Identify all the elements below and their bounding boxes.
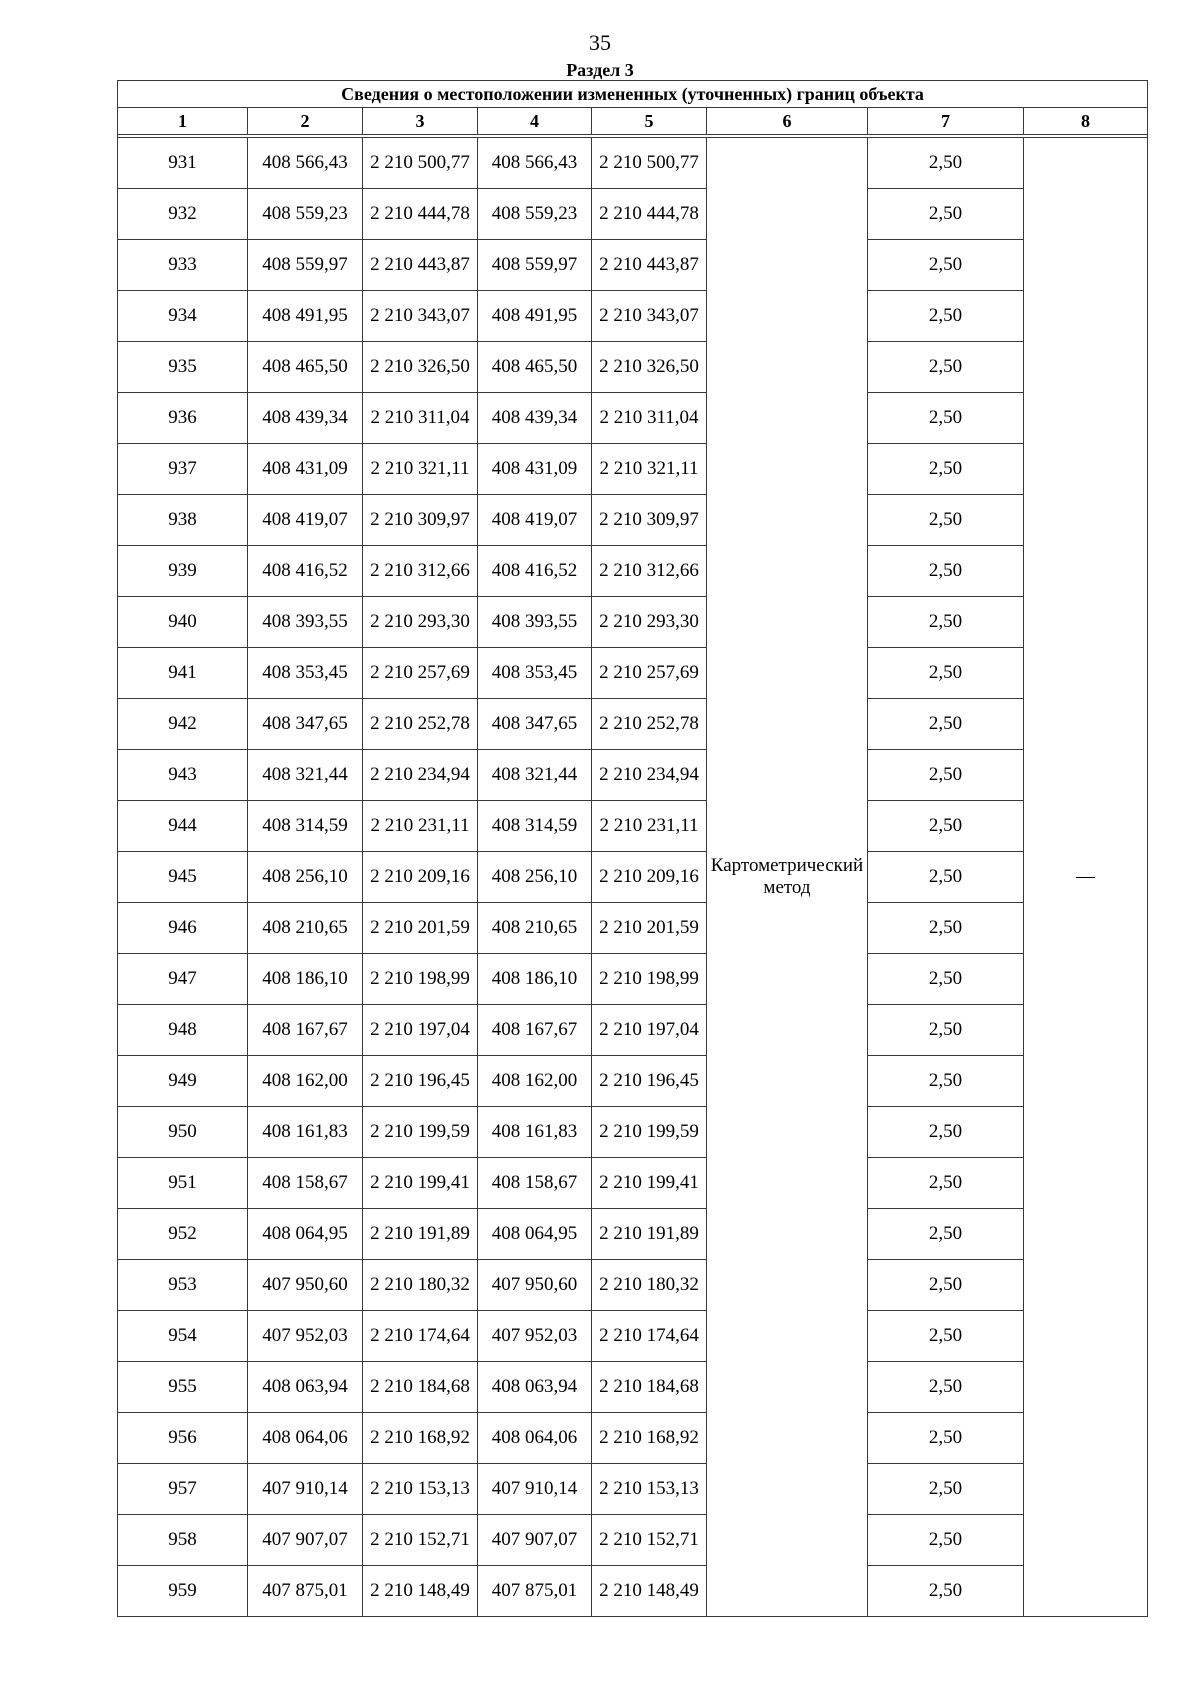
table-row <box>118 1107 1148 1158</box>
x-coordinate-cell: 408 566,43 <box>248 138 363 189</box>
accuracy-cell: 2,50 <box>868 342 1024 393</box>
accuracy-cell: 2,50 <box>868 1464 1024 1515</box>
y-coordinate-cell: 2 210 174,64 <box>363 1311 478 1362</box>
x-coordinate-cell: 408 393,55 <box>248 597 363 648</box>
table-row <box>118 954 1148 1005</box>
accuracy-cell: 2,50 <box>868 1566 1024 1617</box>
point-number-cell: 942 <box>118 699 248 750</box>
y-coordinate-cell: 2 210 443,87 <box>592 240 707 291</box>
y-coordinate-cell: 2 210 444,78 <box>363 189 478 240</box>
x-coordinate-cell: 408 186,10 <box>478 954 592 1005</box>
x-coordinate-cell: 408 321,44 <box>478 750 592 801</box>
y-coordinate-cell: 2 210 321,11 <box>592 444 707 495</box>
y-coordinate-cell: 2 210 311,04 <box>592 393 707 444</box>
accuracy-cell: 2,50 <box>868 1515 1024 1566</box>
y-coordinate-cell: 2 210 199,41 <box>363 1158 478 1209</box>
y-coordinate-cell: 2 210 148,49 <box>363 1566 478 1617</box>
x-coordinate-cell: 408 314,59 <box>478 801 592 852</box>
accuracy-cell: 2,50 <box>868 1209 1024 1260</box>
y-coordinate-cell: 2 210 152,71 <box>592 1515 707 1566</box>
x-coordinate-cell: 408 419,07 <box>248 495 363 546</box>
x-coordinate-cell: 408 161,83 <box>478 1107 592 1158</box>
x-coordinate-cell: 408 158,67 <box>248 1158 363 1209</box>
table-row <box>118 1566 1148 1617</box>
x-coordinate-cell: 407 950,60 <box>248 1260 363 1311</box>
accuracy-cell: 2,50 <box>868 1311 1024 1362</box>
x-coordinate-cell: 408 439,34 <box>248 393 363 444</box>
x-coordinate-cell: 408 347,65 <box>478 699 592 750</box>
table-row <box>118 1005 1148 1056</box>
y-coordinate-cell: 2 210 197,04 <box>363 1005 478 1056</box>
x-coordinate-cell: 408 210,65 <box>248 903 363 954</box>
column-header: 3 <box>363 108 478 135</box>
y-coordinate-cell: 2 210 199,59 <box>592 1107 707 1158</box>
table-row <box>118 189 1148 240</box>
table-row <box>118 1260 1148 1311</box>
y-coordinate-cell: 2 210 184,68 <box>363 1362 478 1413</box>
accuracy-cell: 2,50 <box>868 240 1024 291</box>
accuracy-cell: 2,50 <box>868 189 1024 240</box>
point-number-cell: 936 <box>118 393 248 444</box>
accuracy-cell: 2,50 <box>868 1362 1024 1413</box>
y-coordinate-cell: 2 210 153,13 <box>363 1464 478 1515</box>
y-coordinate-cell: 2 210 191,89 <box>592 1209 707 1260</box>
table-row <box>118 1311 1148 1362</box>
page-number: 35 <box>589 30 611 55</box>
y-coordinate-cell: 2 210 343,07 <box>592 291 707 342</box>
x-coordinate-cell: 408 158,67 <box>478 1158 592 1209</box>
y-coordinate-cell: 2 210 174,64 <box>592 1311 707 1362</box>
point-number-cell: 933 <box>118 240 248 291</box>
column-header: 5 <box>592 108 707 135</box>
x-coordinate-cell: 408 559,23 <box>248 189 363 240</box>
y-coordinate-cell: 2 210 209,16 <box>592 852 707 903</box>
y-coordinate-cell: 2 210 234,94 <box>363 750 478 801</box>
accuracy-cell: 2,50 <box>868 1158 1024 1209</box>
x-coordinate-cell: 408 256,10 <box>248 852 363 903</box>
column-header: 1 <box>118 108 248 135</box>
point-number-cell: 958 <box>118 1515 248 1566</box>
point-number-cell: 956 <box>118 1413 248 1464</box>
accuracy-cell: 2,50 <box>868 1056 1024 1107</box>
y-coordinate-cell: 2 210 198,99 <box>592 954 707 1005</box>
point-number-cell: 938 <box>118 495 248 546</box>
y-coordinate-cell: 2 210 168,92 <box>592 1413 707 1464</box>
section-title: Раздел 3 <box>566 60 634 80</box>
table-row <box>118 546 1148 597</box>
x-coordinate-cell: 408 393,55 <box>478 597 592 648</box>
x-coordinate-cell: 408 353,45 <box>478 648 592 699</box>
y-coordinate-cell: 2 210 197,04 <box>592 1005 707 1056</box>
x-coordinate-cell: 408 491,95 <box>478 291 592 342</box>
y-coordinate-cell: 2 210 153,13 <box>592 1464 707 1515</box>
point-number-cell: 931 <box>118 138 248 189</box>
y-coordinate-cell: 2 210 309,97 <box>363 495 478 546</box>
point-number-cell: 949 <box>118 1056 248 1107</box>
x-coordinate-cell: 408 559,97 <box>248 240 363 291</box>
table-row <box>118 291 1148 342</box>
y-coordinate-cell: 2 210 321,11 <box>363 444 478 495</box>
y-coordinate-cell: 2 210 198,99 <box>363 954 478 1005</box>
y-coordinate-cell: 2 210 184,68 <box>592 1362 707 1413</box>
point-number-cell: 937 <box>118 444 248 495</box>
point-number-cell: 959 <box>118 1566 248 1617</box>
table-row <box>118 138 1148 189</box>
x-coordinate-cell: 408 321,44 <box>248 750 363 801</box>
table-row <box>118 1413 1148 1464</box>
y-coordinate-cell: 2 210 309,97 <box>592 495 707 546</box>
table-caption: Сведения о местоположении измененных (уточненных) границ объекта <box>118 81 1148 108</box>
point-number-cell: 945 <box>118 852 248 903</box>
accuracy-cell: 2,50 <box>868 546 1024 597</box>
y-coordinate-cell: 2 210 312,66 <box>363 546 478 597</box>
column-header: 8 <box>1024 108 1148 135</box>
table-row <box>118 240 1148 291</box>
point-number-cell: 946 <box>118 903 248 954</box>
y-coordinate-cell: 2 210 252,78 <box>363 699 478 750</box>
x-coordinate-cell: 408 064,95 <box>478 1209 592 1260</box>
x-coordinate-cell: 408 419,07 <box>478 495 592 546</box>
table-row <box>118 597 1148 648</box>
x-coordinate-cell: 408 314,59 <box>248 801 363 852</box>
y-coordinate-cell: 2 210 257,69 <box>592 648 707 699</box>
y-coordinate-cell: 2 210 252,78 <box>592 699 707 750</box>
column-header: 6 <box>707 108 868 135</box>
table-row <box>118 342 1148 393</box>
x-coordinate-cell: 407 907,07 <box>248 1515 363 1566</box>
point-number-cell: 948 <box>118 1005 248 1056</box>
x-coordinate-cell: 408 256,10 <box>478 852 592 903</box>
point-number-cell: 950 <box>118 1107 248 1158</box>
point-number-cell: 939 <box>118 546 248 597</box>
accuracy-cell: 2,50 <box>868 1413 1024 1464</box>
accuracy-cell: 2,50 <box>868 597 1024 648</box>
y-coordinate-cell: 2 210 148,49 <box>592 1566 707 1617</box>
y-coordinate-cell: 2 210 196,45 <box>592 1056 707 1107</box>
x-coordinate-cell: 408 566,43 <box>478 138 592 189</box>
x-coordinate-cell: 408 559,97 <box>478 240 592 291</box>
x-coordinate-cell: 408 465,50 <box>248 342 363 393</box>
y-coordinate-cell: 2 210 231,11 <box>363 801 478 852</box>
x-coordinate-cell: 408 063,94 <box>248 1362 363 1413</box>
x-coordinate-cell: 408 161,83 <box>248 1107 363 1158</box>
y-coordinate-cell: 2 210 326,50 <box>592 342 707 393</box>
y-coordinate-cell: 2 210 343,07 <box>363 291 478 342</box>
accuracy-cell: 2,50 <box>868 699 1024 750</box>
x-coordinate-cell: 408 353,45 <box>248 648 363 699</box>
table-row <box>118 1362 1148 1413</box>
x-coordinate-cell: 407 952,03 <box>478 1311 592 1362</box>
x-coordinate-cell: 408 167,67 <box>248 1005 363 1056</box>
y-coordinate-cell: 2 210 443,87 <box>363 240 478 291</box>
table-row <box>118 852 1148 903</box>
y-coordinate-cell: 2 210 168,92 <box>363 1413 478 1464</box>
column-header: 4 <box>478 108 592 135</box>
y-coordinate-cell: 2 210 231,11 <box>592 801 707 852</box>
accuracy-cell: 2,50 <box>868 291 1024 342</box>
point-number-cell: 932 <box>118 189 248 240</box>
x-coordinate-cell: 407 910,14 <box>248 1464 363 1515</box>
x-coordinate-cell: 408 210,65 <box>478 903 592 954</box>
y-coordinate-cell: 2 210 201,59 <box>363 903 478 954</box>
x-coordinate-cell: 408 186,10 <box>248 954 363 1005</box>
x-coordinate-cell: 407 907,07 <box>478 1515 592 1566</box>
table-row <box>118 1515 1148 1566</box>
y-coordinate-cell: 2 210 199,59 <box>363 1107 478 1158</box>
accuracy-cell: 2,50 <box>868 1107 1024 1158</box>
y-coordinate-cell: 2 210 180,32 <box>363 1260 478 1311</box>
point-number-cell: 955 <box>118 1362 248 1413</box>
accuracy-cell: 2,50 <box>868 801 1024 852</box>
y-coordinate-cell: 2 210 257,69 <box>363 648 478 699</box>
x-coordinate-cell: 408 431,09 <box>478 444 592 495</box>
point-number-cell: 940 <box>118 597 248 648</box>
note-cell: — <box>1024 138 1148 1617</box>
accuracy-cell: 2,50 <box>868 1005 1024 1056</box>
y-coordinate-cell: 2 210 500,77 <box>363 138 478 189</box>
y-coordinate-cell: 2 210 191,89 <box>363 1209 478 1260</box>
table-row <box>118 750 1148 801</box>
y-coordinate-cell: 2 210 152,71 <box>363 1515 478 1566</box>
table-row <box>118 648 1148 699</box>
point-number-cell: 941 <box>118 648 248 699</box>
y-coordinate-cell: 2 210 293,30 <box>363 597 478 648</box>
table-row <box>118 699 1148 750</box>
accuracy-cell: 2,50 <box>868 750 1024 801</box>
point-number-cell: 934 <box>118 291 248 342</box>
y-coordinate-cell: 2 210 180,32 <box>592 1260 707 1311</box>
point-number-cell: 957 <box>118 1464 248 1515</box>
column-header: 2 <box>248 108 363 135</box>
accuracy-cell: 2,50 <box>868 495 1024 546</box>
method-cell: Картометрический метод <box>707 138 868 1617</box>
point-number-cell: 935 <box>118 342 248 393</box>
y-coordinate-cell: 2 210 500,77 <box>592 138 707 189</box>
y-coordinate-cell: 2 210 199,41 <box>592 1158 707 1209</box>
x-coordinate-cell: 408 064,95 <box>248 1209 363 1260</box>
table-row <box>118 444 1148 495</box>
accuracy-cell: 2,50 <box>868 1260 1024 1311</box>
table-row <box>118 801 1148 852</box>
point-number-cell: 952 <box>118 1209 248 1260</box>
x-coordinate-cell: 408 162,00 <box>248 1056 363 1107</box>
x-coordinate-cell: 408 064,06 <box>478 1413 592 1464</box>
x-coordinate-cell: 408 439,34 <box>478 393 592 444</box>
y-coordinate-cell: 2 210 209,16 <box>363 852 478 903</box>
x-coordinate-cell: 408 465,50 <box>478 342 592 393</box>
x-coordinate-cell: 408 347,65 <box>248 699 363 750</box>
x-coordinate-cell: 407 952,03 <box>248 1311 363 1362</box>
accuracy-cell: 2,50 <box>868 444 1024 495</box>
coordinates-table <box>117 80 1148 1617</box>
table-row <box>118 1158 1148 1209</box>
table-row <box>118 1464 1148 1515</box>
x-coordinate-cell: 408 162,00 <box>478 1056 592 1107</box>
point-number-cell: 947 <box>118 954 248 1005</box>
x-coordinate-cell: 408 491,95 <box>248 291 363 342</box>
column-header: 7 <box>868 108 1024 135</box>
point-number-cell: 943 <box>118 750 248 801</box>
y-coordinate-cell: 2 210 201,59 <box>592 903 707 954</box>
table-row <box>118 903 1148 954</box>
y-coordinate-cell: 2 210 196,45 <box>363 1056 478 1107</box>
column-header-row <box>118 108 1148 135</box>
x-coordinate-cell: 408 416,52 <box>478 546 592 597</box>
y-coordinate-cell: 2 210 234,94 <box>592 750 707 801</box>
table-row <box>118 1209 1148 1260</box>
accuracy-cell: 2,50 <box>868 954 1024 1005</box>
x-coordinate-cell: 407 875,01 <box>478 1566 592 1617</box>
y-coordinate-cell: 2 210 293,30 <box>592 597 707 648</box>
y-coordinate-cell: 2 210 326,50 <box>363 342 478 393</box>
table-body <box>118 138 1148 1617</box>
y-coordinate-cell: 2 210 444,78 <box>592 189 707 240</box>
y-coordinate-cell: 2 210 312,66 <box>592 546 707 597</box>
point-number-cell: 954 <box>118 1311 248 1362</box>
x-coordinate-cell: 407 910,14 <box>478 1464 592 1515</box>
table-row <box>118 393 1148 444</box>
x-coordinate-cell: 407 875,01 <box>248 1566 363 1617</box>
x-coordinate-cell: 408 416,52 <box>248 546 363 597</box>
x-coordinate-cell: 408 064,06 <box>248 1413 363 1464</box>
x-coordinate-cell: 408 063,94 <box>478 1362 592 1413</box>
accuracy-cell: 2,50 <box>868 138 1024 189</box>
table-row <box>118 495 1148 546</box>
point-number-cell: 951 <box>118 1158 248 1209</box>
point-number-cell: 944 <box>118 801 248 852</box>
point-number-cell: 953 <box>118 1260 248 1311</box>
accuracy-cell: 2,50 <box>868 852 1024 903</box>
x-coordinate-cell: 407 950,60 <box>478 1260 592 1311</box>
accuracy-cell: 2,50 <box>868 903 1024 954</box>
x-coordinate-cell: 408 167,67 <box>478 1005 592 1056</box>
table-row <box>118 1056 1148 1107</box>
x-coordinate-cell: 408 559,23 <box>478 189 592 240</box>
accuracy-cell: 2,50 <box>868 648 1024 699</box>
accuracy-cell: 2,50 <box>868 393 1024 444</box>
x-coordinate-cell: 408 431,09 <box>248 444 363 495</box>
y-coordinate-cell: 2 210 311,04 <box>363 393 478 444</box>
